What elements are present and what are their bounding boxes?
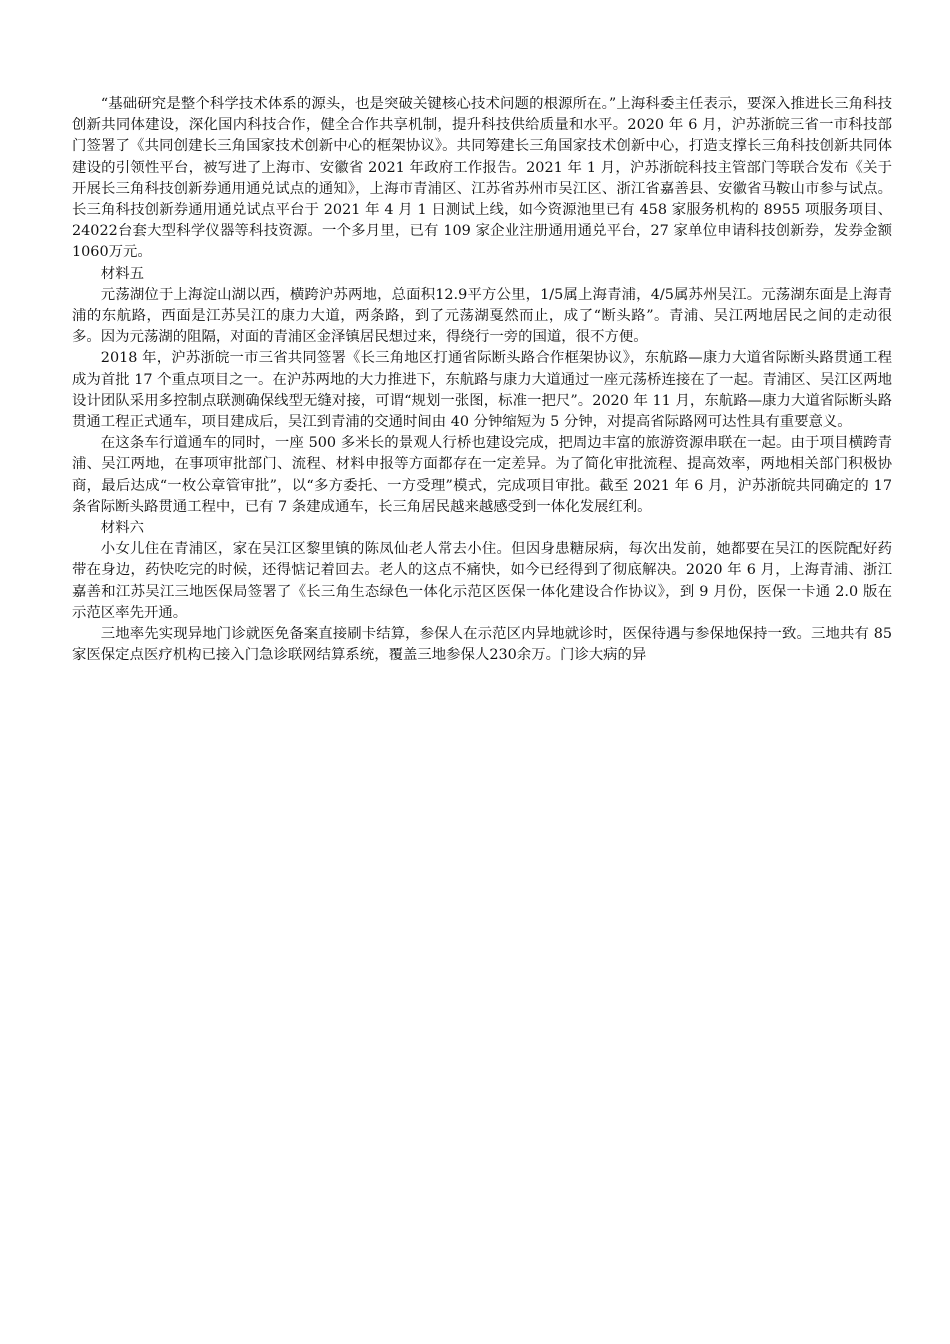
paragraph-2018-agreement: 2018 年，沪苏浙皖一市三省共同签署《长三角地区打通省际断头路合作框架协议》，东航路—康力大道省际断头路贯通工程成为首批 17 个重点项目之一。在沪苏两地的大力推进下，东航路与康力大道通过一座元荡桥连接在了一起。青浦区、吴江区两地设计团队采用多控制点联测确保线型无缝对接，可谓“规划一张图，标准一把尺”。2020 年 11 月，东航路—康力大道省际断头路贯通工程正式通车，项目建成后，吴江到青浦的交通时间由 40 分钟缩短为 5 分钟，对提高省际路网可达性具有重要意义。: [72, 350, 892, 431]
heading-material-five: 材料五: [100, 265, 144, 282]
paragraph-science-innovation: “基础研究是整个科学技术体系的源头，也是突破关键核心技术问题的根源所在。”上海科委主任表示，要深入推进长三角科技创新共同体建设，深化国内科技合作，健全合作共享机制，提升科技供给质量和水平。2020 年 6 月，沪苏浙皖三省一市科技部门签署了《共同创建长三角国家技术创新中心的框架协议》。共同筹建长三角国家技术创新中心，打造支撑长三角科技创新共同体建设的引领性平台，被写进了上海市、安徽省 2021 年政府工作报告。2021 年 1 月，沪苏浙皖科技主管部门等联合发布《关于开展长三角科技创新券通用通兑试点的通知》，上海市青浦区、江苏省苏州市吴江区、浙江省嘉善县、安徽省马鞍山市参与试点。长三角科技创新券通用通兑试点平台于 2021 年 4 月 1 日测试上线，如今资源池里已有 458 家服务机构的 8955 项服务项目、24022台套大型科学仪器等科技资源。一个多月里，已有 109 家企业注册通用通兑平台，27 家单位申请科技创新券，发券金额 1060万元。: [72, 96, 892, 261]
paragraph-yuandang-lake: 元荡湖位于上海淀山湖以西，横跨沪苏两地，总面积12.9平方公里，1/5属上海青浦，4/5属苏州吴江。元荡湖东面是上海青浦的东航路，西面是江苏吴江的康力大道，两条路，到了元荡湖戛然而止，成了“断头路”。青浦、吴江两地居民之间的走动很多。因为元荡湖的阻隔，对面的青浦区金泽镇居民想过来，得绕行一旁的国道，很不方便。: [72, 286, 892, 346]
heading-material-six: 材料六: [100, 520, 144, 537]
document-page: [72, 94, 892, 666]
paragraph-medical-insurance: 三地率先实现异地门诊就医免备案直接刷卡结算，参保人在示范区内异地就诊时，医保待遇与参保地保持一致。三地共有 85 家医保定点医疗机构已接入门急诊联网结算系统，覆盖三地参保人230余万。门诊大病的异: [72, 626, 892, 664]
paragraph-chen-fengxian: 小女儿住在青浦区，家在吴江区黎里镇的陈凤仙老人常去小住。但因身患糖尿病，每次出发前，她都要在吴江的医院配好药带在身边，药快吃完的时候，还得惦记着回去。老人的这点不痛快，如今已经得到了彻底解决。2020 年 6 月，上海青浦、浙江嘉善和江苏吴江三地医保局签署了《长三角生态绿色一体化示范区医保一体化建设合作协议》，到 9 月份，医保一卡通 2.0 版在示范区率先开通。: [72, 541, 892, 621]
paragraph-pedestrian-bridge: 在这条车行道通车的同时，一座 500 多米长的景观人行桥也建设完成，把周边丰富的旅游资源串联在一起。由于项目横跨青浦、吴江两地，在事项审批部门、流程、材料申报等方面都存在一定差异。为了简化审批流程、提高效率，两地相关部门积极协商，最后达成“一枚公章管审批”，以“多方委托、一方受理”模式，完成项目审批。截至 2021 年 6 月，沪苏浙皖共同确定的 17 条省际断头路贯通工程中，已有 7 条建成通车，长三角居民越来越感受到一体化发展红利。: [72, 435, 892, 515]
